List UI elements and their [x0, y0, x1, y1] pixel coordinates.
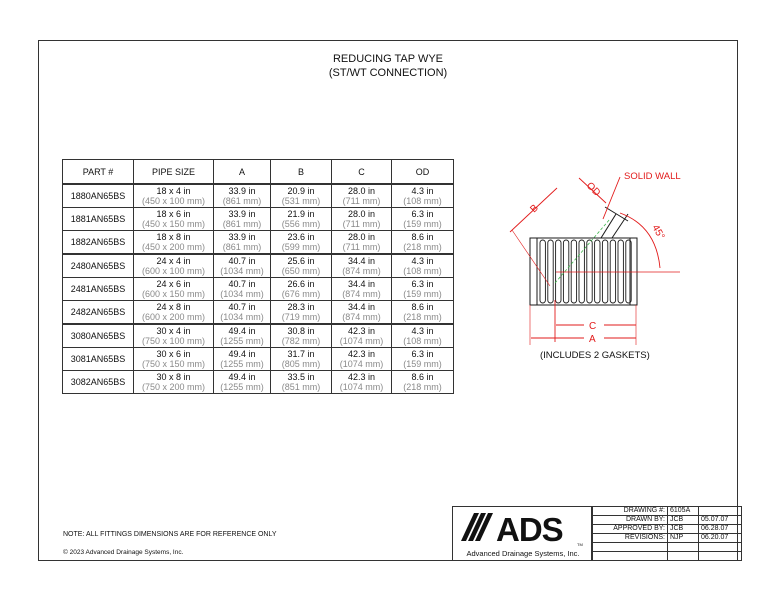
cell-value: 28.3 in: [287, 302, 315, 312]
cell-value: 4.3 in: [411, 186, 434, 196]
cell-metric: (874 mm): [342, 266, 381, 276]
pipe-corrugation: [548, 240, 553, 303]
cell-value: 18 x 4 in: [156, 186, 191, 196]
cell-value: 34.4 in: [347, 256, 376, 266]
cell-value: 20.9 in: [287, 186, 315, 196]
cell-metric: (676 mm): [281, 289, 321, 299]
gasket-caption: (INCLUDES 2 GASKETS): [540, 350, 650, 361]
title-block: [592, 506, 742, 561]
cell-value: 4.3 in: [411, 256, 434, 266]
cell-value: 24 x 4 in: [156, 256, 191, 266]
drawn-by-label: DRAWN BY:: [593, 516, 668, 525]
revisions-label: REVISIONS:: [593, 534, 668, 543]
tap-branch-end: [605, 207, 628, 221]
drawing-no-label: DRAWING #:: [593, 507, 668, 516]
cell-value: 49.4 in: [228, 349, 256, 359]
col-c: C: [332, 160, 392, 185]
cell-value: 49.4 in: [228, 326, 256, 336]
cell-value: 18 x 8 in: [156, 232, 191, 242]
col-a: A: [214, 160, 271, 185]
cell-metric: (861 mm): [222, 242, 262, 252]
cell-metric: (1034 mm): [220, 289, 264, 299]
cell-metric: (750 x 100 mm): [141, 336, 206, 346]
cell-value: 28.0 in: [347, 209, 376, 219]
cell-value: 30 x 4 in: [156, 326, 191, 336]
cell-value: 33.5 in: [287, 372, 315, 382]
cell-metric: (1074 mm): [339, 382, 384, 392]
pipe-corrugations: [540, 240, 631, 303]
cell-value: 34.4 in: [347, 302, 376, 312]
cell-value: 33.9 in: [228, 232, 256, 242]
approved-by: JCB: [668, 525, 699, 534]
cell-value: 1881AN65BS: [70, 214, 126, 224]
cell-metric: (861 mm): [222, 196, 262, 206]
revisions-by: NJP: [668, 534, 699, 543]
cell-value: 6.3 in: [411, 349, 434, 359]
cell-value: 33.9 in: [228, 186, 256, 196]
drawing-title: REDUCING TAP WYE: [332, 53, 444, 65]
approved-date: 06.28.07: [699, 525, 742, 534]
cell-metric: (874 mm): [342, 312, 381, 322]
cell-metric: (719 mm): [281, 312, 321, 322]
cell-metric: (600 x 200 mm): [141, 312, 206, 322]
cell-value: 42.3 in: [347, 326, 376, 336]
ads-tm: TM: [577, 542, 583, 547]
cell-value: 21.9 in: [287, 209, 315, 219]
tap-branch-right-wall: [612, 214, 628, 238]
pipe-corrugation: [610, 240, 615, 303]
cell-value: 3082AN65BS: [70, 377, 126, 387]
pipe-corrugation: [556, 240, 561, 303]
cell-metric: (531 mm): [281, 196, 321, 206]
cell-value: 8.6 in: [411, 372, 434, 382]
cell-metric: (711 mm): [342, 242, 381, 252]
od-label: OD: [583, 180, 603, 199]
angle-label: 45°: [649, 223, 667, 242]
pipe-corrugation: [579, 240, 584, 303]
cell-value: 30 x 8 in: [156, 372, 191, 382]
cell-metric: (1074 mm): [339, 336, 384, 346]
cell-metric: (556 mm): [281, 219, 321, 229]
cell-value: 8.6 in: [411, 302, 434, 312]
cell-value: 23.6 in: [287, 232, 315, 242]
ads-logo: [452, 506, 592, 561]
ads-logo-text: ADS: [496, 511, 563, 548]
cell-value: 42.3 in: [347, 372, 376, 382]
cell-metric: (450 x 200 mm): [141, 242, 206, 252]
drawn-date: 05.07.07: [699, 516, 742, 525]
col-part: PART #: [63, 160, 134, 185]
cell-metric: (108 mm): [403, 336, 442, 346]
cell-value: 6.3 in: [411, 279, 434, 289]
cell-metric: (1074 mm): [339, 359, 384, 369]
cell-metric: (851 mm): [281, 382, 321, 392]
ads-tagline: Advanced Drainage Systems, Inc.: [466, 549, 580, 558]
cell-metric: (450 x 150 mm): [141, 219, 206, 229]
cell-metric: (159 mm): [403, 219, 442, 229]
cell-value: 49.4 in: [228, 372, 256, 382]
cell-value: 34.4 in: [347, 279, 376, 289]
cell-value: 2480AN65BS: [70, 261, 126, 271]
cell-metric: (108 mm): [403, 266, 442, 276]
cell-metric: (108 mm): [403, 196, 442, 206]
cell-metric: (861 mm): [222, 219, 262, 229]
cell-value: 30 x 6 in: [156, 349, 191, 359]
approved-by-label: APPROVED BY:: [593, 525, 668, 534]
cell-metric: (782 mm): [281, 336, 321, 346]
a-label: A: [589, 334, 596, 345]
cell-value: 1882AN65BS: [70, 237, 126, 247]
pipe-corrugation: [540, 240, 545, 303]
cell-metric: (599 mm): [281, 242, 321, 252]
cell-metric: (218 mm): [403, 242, 442, 252]
cell-value: 6.3 in: [411, 209, 434, 219]
cell-metric: (159 mm): [403, 289, 442, 299]
cell-metric: (1034 mm): [220, 266, 264, 276]
cell-value: 3080AN65BS: [70, 331, 126, 341]
col-b: B: [271, 160, 332, 185]
cell-metric: (650 mm): [281, 266, 321, 276]
pipe-corrugation: [571, 240, 576, 303]
pipe-corrugation: [563, 240, 568, 303]
cell-value: 2482AN65BS: [70, 307, 126, 317]
pipe-corrugation: [602, 240, 607, 303]
b-label: B: [528, 202, 541, 216]
cell-value: 18 x 6 in: [156, 209, 191, 219]
cell-metric: (750 x 150 mm): [141, 359, 206, 369]
cell-metric: (600 x 150 mm): [141, 289, 206, 299]
cell-value: 42.3 in: [347, 349, 376, 359]
drawing-subtitle: (ST/WT CONNECTION): [328, 67, 448, 79]
cell-value: 31.7 in: [287, 349, 315, 359]
cell-metric: (711 mm): [342, 219, 381, 229]
cell-metric: (874 mm): [342, 289, 381, 299]
cell-value: 40.7 in: [228, 256, 256, 266]
cell-metric: (1255 mm): [220, 336, 264, 346]
drawing-no: 6105A: [668, 507, 699, 516]
cell-metric: (805 mm): [281, 359, 321, 369]
cell-value: 8.6 in: [411, 232, 434, 242]
cell-value: 28.0 in: [347, 186, 376, 196]
cell-value: 25.6 in: [287, 256, 315, 266]
cell-value: 1880AN65BS: [70, 191, 126, 201]
cell-metric: (750 x 200 mm): [141, 382, 206, 392]
pipe-corrugation: [587, 240, 592, 303]
pipe-corrugation: [595, 240, 600, 303]
c-label: C: [589, 321, 597, 332]
cell-metric: (600 x 100 mm): [141, 266, 206, 276]
cell-value: 3081AN65BS: [70, 354, 126, 364]
cell-value: 26.6 in: [287, 279, 315, 289]
cell-value: 33.9 in: [228, 209, 256, 219]
copyright: © 2023 Advanced Drainage Systems, Inc.: [63, 549, 184, 556]
solid-wall-leader: [603, 177, 620, 219]
pipe-left-bell: [530, 238, 537, 305]
pipe-corrugation: [618, 240, 623, 303]
ads-logo-mark: [453, 507, 593, 549]
cell-metric: (218 mm): [403, 382, 442, 392]
revisions-date: 06.20.07: [699, 534, 742, 543]
solid-wall-label: SOLID WALL: [624, 171, 681, 182]
cell-value: 40.7 in: [228, 279, 256, 289]
cell-metric: (218 mm): [403, 312, 442, 322]
drawn-by: JCB: [668, 516, 699, 525]
cell-metric: (1255 mm): [220, 382, 264, 392]
cell-value: 30.8 in: [287, 326, 315, 336]
cell-metric: (1255 mm): [220, 359, 264, 369]
cell-metric: (159 mm): [403, 359, 442, 369]
cell-value: 2481AN65BS: [70, 284, 126, 294]
cell-value: 24 x 6 in: [156, 279, 191, 289]
cell-value: 24 x 8 in: [156, 302, 191, 312]
reference-note: NOTE: ALL FITTINGS DIMENSIONS ARE FOR REFERENCE ONLY: [63, 531, 277, 538]
cell-value: 4.3 in: [411, 326, 434, 336]
cell-metric: (711 mm): [342, 196, 381, 206]
col-od: OD: [392, 160, 454, 185]
cell-value: 28.0 in: [347, 232, 376, 242]
col-pipe-size: PIPE SIZE: [134, 160, 214, 185]
cell-metric: (1034 mm): [220, 312, 264, 322]
cell-metric: (450 x 100 mm): [141, 196, 206, 206]
cell-value: 40.7 in: [228, 302, 256, 312]
